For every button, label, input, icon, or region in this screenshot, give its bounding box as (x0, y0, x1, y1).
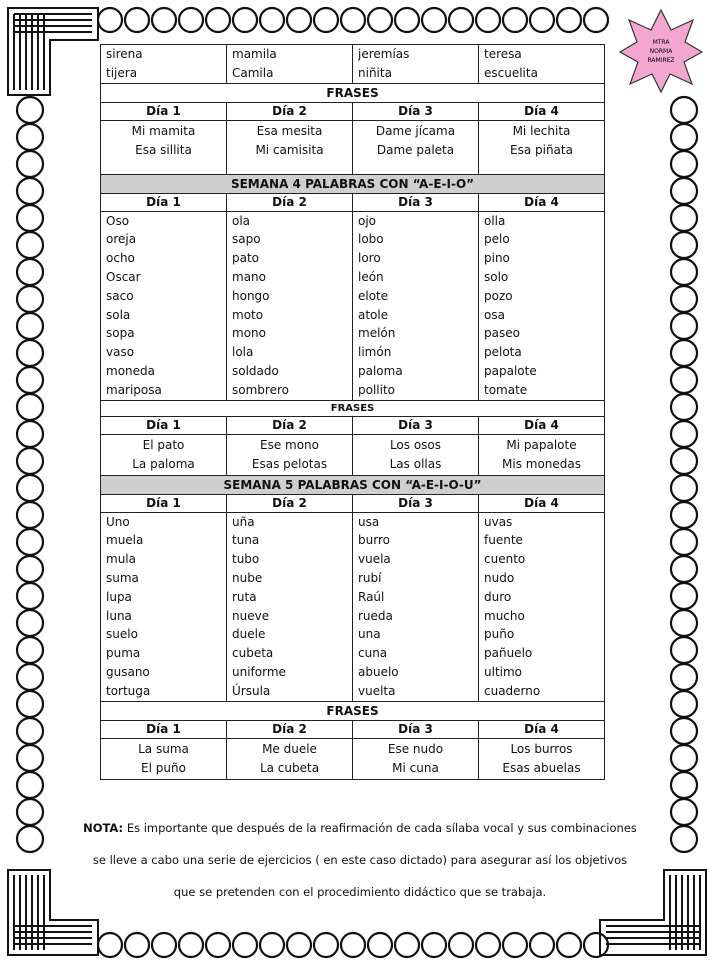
semana4-phrases-row (101, 434, 605, 475)
phrase: Esas abuelas (502, 760, 581, 775)
word: soldado (232, 363, 279, 378)
semana4-day-3-words (353, 211, 479, 400)
word: usa (358, 514, 380, 529)
phrase: Mi lechita (512, 123, 571, 138)
word: mamila (232, 47, 277, 61)
word: cuaderno (484, 683, 541, 698)
semana4-day-1-words (101, 211, 227, 400)
phrase: La cubeta (259, 760, 320, 775)
word: mano (232, 269, 266, 284)
word: tuna (232, 533, 260, 548)
day-2-header: Día 2 (227, 494, 353, 512)
word: uña (232, 514, 255, 529)
phrase: Mi mamita (131, 123, 196, 138)
word: elote (358, 288, 389, 303)
phrase: El puño (141, 760, 186, 775)
frases-banner (101, 701, 605, 720)
semana5-words-row (101, 512, 605, 701)
phrases-day-1 (101, 434, 227, 475)
word: puma (106, 646, 141, 661)
phrases-day-3 (353, 120, 479, 174)
day-3-header: Día 3 (353, 416, 479, 434)
word: cuna (358, 646, 388, 661)
phrases-day-3 (353, 434, 479, 475)
semana5-day-4-words (479, 512, 605, 701)
word: paloma (358, 363, 403, 378)
word: cubeta (232, 646, 274, 661)
word: osa (484, 307, 505, 322)
day-1-header: Día 1 (101, 720, 227, 738)
phrase: Los burros (510, 741, 573, 756)
day-2-header: Día 2 (227, 720, 353, 738)
day-2-header: Día 2 (227, 102, 353, 120)
phrase: Esas pelotas (251, 456, 328, 471)
badge-line1: MTRA (652, 39, 670, 46)
word: niñita (358, 65, 392, 80)
phrase: La paloma (132, 456, 195, 471)
word: Raúl (358, 589, 385, 604)
word: duele (232, 627, 266, 642)
phrases-day-1 (101, 738, 227, 779)
word: sirena (106, 47, 143, 61)
word: ruta (232, 589, 257, 604)
semana5-day-2-words (227, 512, 353, 701)
word: solo (484, 269, 509, 284)
phrases-day-2 (227, 120, 353, 174)
word: mucho (484, 608, 525, 623)
word: melón (358, 326, 396, 341)
note-line-3: que se pretenden con el procedimiento didáctico que se trabaja. (173, 885, 547, 899)
day-4-header: Día 4 (479, 720, 605, 738)
phrase: Me duele (262, 741, 317, 756)
word: nube (232, 570, 263, 585)
phrases-day-2 (227, 434, 353, 475)
word: puño (484, 627, 515, 642)
phrase: Dame jícama (375, 123, 456, 138)
semana5-day-1-words (101, 512, 227, 701)
word: Oscar (106, 269, 141, 284)
frases-label: FRASES (101, 701, 605, 720)
phrase: Dame paleta (376, 142, 455, 157)
phrase: Ese nudo (387, 741, 444, 756)
word: mula (106, 552, 136, 567)
days-header (101, 102, 605, 120)
word: nudo (484, 570, 515, 585)
phrase: Las ollas (389, 456, 442, 471)
badge-line2: NORMA (649, 48, 673, 55)
semana4-words-row (101, 211, 605, 400)
word: muela (106, 533, 144, 548)
word: vuelta (358, 683, 396, 698)
top-col-3 (353, 45, 479, 84)
phrase: Mi papalote (506, 437, 577, 452)
word: suelo (106, 627, 138, 642)
word: pato (232, 251, 260, 266)
word: pelota (484, 345, 522, 360)
phrase: Esa piñata (510, 142, 573, 157)
word: luna (106, 608, 132, 623)
phrase: Los osos (389, 437, 442, 452)
word: teresa (484, 47, 522, 61)
word: león (358, 269, 384, 284)
word: cuento (484, 552, 526, 567)
semana4-title: SEMANA 4 PALABRAS CON “A-E-I-O” (101, 174, 605, 193)
word: sombrero (232, 382, 289, 397)
word: tomate (484, 382, 528, 397)
day-1-header: Día 1 (101, 193, 227, 211)
word: tubo (232, 552, 260, 567)
word: rubí (358, 570, 382, 585)
word: moneda (106, 363, 155, 378)
word: atole (358, 307, 389, 322)
word: vaso (106, 345, 135, 360)
word: gusano (106, 664, 150, 679)
day-3-header: Día 3 (353, 193, 479, 211)
word: escuelita (484, 65, 538, 80)
note-line-2: se lleve a cabo una serie de ejercicios ( en este caso dictado) para asegurar así los objetivos (92, 853, 628, 867)
days-header (101, 720, 605, 738)
semana5-title: SEMANA 5 PALABRAS CON “A-E-I-O-U” (101, 475, 605, 494)
word: papalote (484, 363, 537, 378)
phrases-day-1 (101, 120, 227, 174)
word: duro (484, 589, 512, 604)
word: olla (484, 213, 506, 228)
phrases-day-4 (479, 434, 605, 475)
day-4-header: Día 4 (479, 416, 605, 434)
word: ultimo (484, 664, 523, 679)
word: Camila (232, 65, 274, 80)
word: pelo (484, 232, 510, 247)
word: limón (358, 345, 392, 360)
word: uniforme (232, 664, 286, 679)
day-2-header: Día 2 (227, 193, 353, 211)
phrase: Mi cuna (392, 760, 439, 775)
frases-banner (101, 83, 605, 102)
word: pino (484, 251, 510, 266)
day-1-header: Día 1 (101, 416, 227, 434)
day-2-header: Día 2 (227, 416, 353, 434)
day-3-header: Día 3 (353, 102, 479, 120)
word: sopa (106, 326, 135, 341)
word: loro (358, 251, 381, 266)
phrases-row (101, 120, 605, 174)
word: ocho (106, 251, 135, 266)
phrase: Mi camisita (255, 142, 324, 157)
day-1-header: Día 1 (101, 102, 227, 120)
phrase: El pato (142, 437, 185, 452)
word: ojo (358, 213, 377, 228)
badge-line3: RAMIREZ (647, 57, 675, 64)
top-col-2 (227, 45, 353, 84)
days-header (101, 494, 605, 512)
note-label: NOTA: (83, 821, 124, 835)
phrases-day-4 (479, 120, 605, 174)
phrase: La suma (138, 741, 189, 756)
word: paseo (484, 326, 520, 341)
word: Oso (106, 213, 130, 228)
phrase: Esa sillita (135, 142, 192, 157)
teacher-badge-star (618, 8, 704, 94)
semana5-banner (101, 475, 605, 494)
word: vuela (358, 552, 391, 567)
word: uvas (484, 514, 513, 529)
frases-banner (101, 400, 605, 416)
frases-label: FRASES (101, 400, 605, 416)
word: tortuga (106, 683, 151, 698)
word: suma (106, 570, 139, 585)
phrases-day-3 (353, 738, 479, 779)
word: lola (232, 345, 254, 360)
word: mariposa (106, 382, 162, 397)
word: tijera (106, 65, 138, 80)
semana4-banner (101, 174, 605, 193)
day-4-header: Día 4 (479, 193, 605, 211)
word-table-sheet (100, 44, 605, 780)
semana4-day-4-words (479, 211, 605, 400)
word: pañuelo (484, 646, 533, 661)
phrase: Esa mesita (256, 123, 323, 138)
top-words-row (101, 45, 605, 84)
day-4-header: Día 4 (479, 494, 605, 512)
word: mono (232, 326, 266, 341)
semana5-day-3-words (353, 512, 479, 701)
days-header (101, 416, 605, 434)
semana4-day-2-words (227, 211, 353, 400)
word: fuente (484, 533, 523, 548)
top-col-4 (479, 45, 605, 84)
word: sapo (232, 232, 261, 247)
day-1-header: Día 1 (101, 494, 227, 512)
word: rueda (358, 608, 393, 623)
phrase: Mis monedas (502, 456, 581, 471)
note-line-1: Es importante que después de la reafirmación de cada sílaba vocal y sus combinaciones (126, 821, 637, 835)
semana5-phrases-row (101, 738, 605, 779)
word-table (100, 44, 605, 780)
word: nueve (232, 608, 270, 623)
note-paragraph (60, 812, 660, 908)
word: pozo (484, 288, 513, 303)
word: pollito (358, 382, 396, 397)
word: una (358, 627, 381, 642)
phrase: Ese mono (259, 437, 319, 452)
phrases-day-4 (479, 738, 605, 779)
word: oreja (106, 232, 137, 247)
word: abuelo (358, 664, 399, 679)
word: jeremías (358, 47, 410, 61)
days-header (101, 193, 605, 211)
word: burro (358, 533, 390, 548)
phrases-day-2 (227, 738, 353, 779)
day-4-header: Día 4 (479, 102, 605, 120)
day-3-header: Día 3 (353, 494, 479, 512)
word: moto (232, 307, 264, 322)
word: sola (106, 307, 131, 322)
word: lobo (358, 232, 384, 247)
frases-label: FRASES (101, 83, 605, 102)
word: saco (106, 288, 134, 303)
word: lupa (106, 589, 132, 604)
word: ola (232, 213, 251, 228)
top-col-1 (101, 45, 227, 84)
word: hongo (232, 288, 270, 303)
day-3-header: Día 3 (353, 720, 479, 738)
word: Úrsula (232, 683, 271, 698)
word: Uno (106, 514, 130, 529)
